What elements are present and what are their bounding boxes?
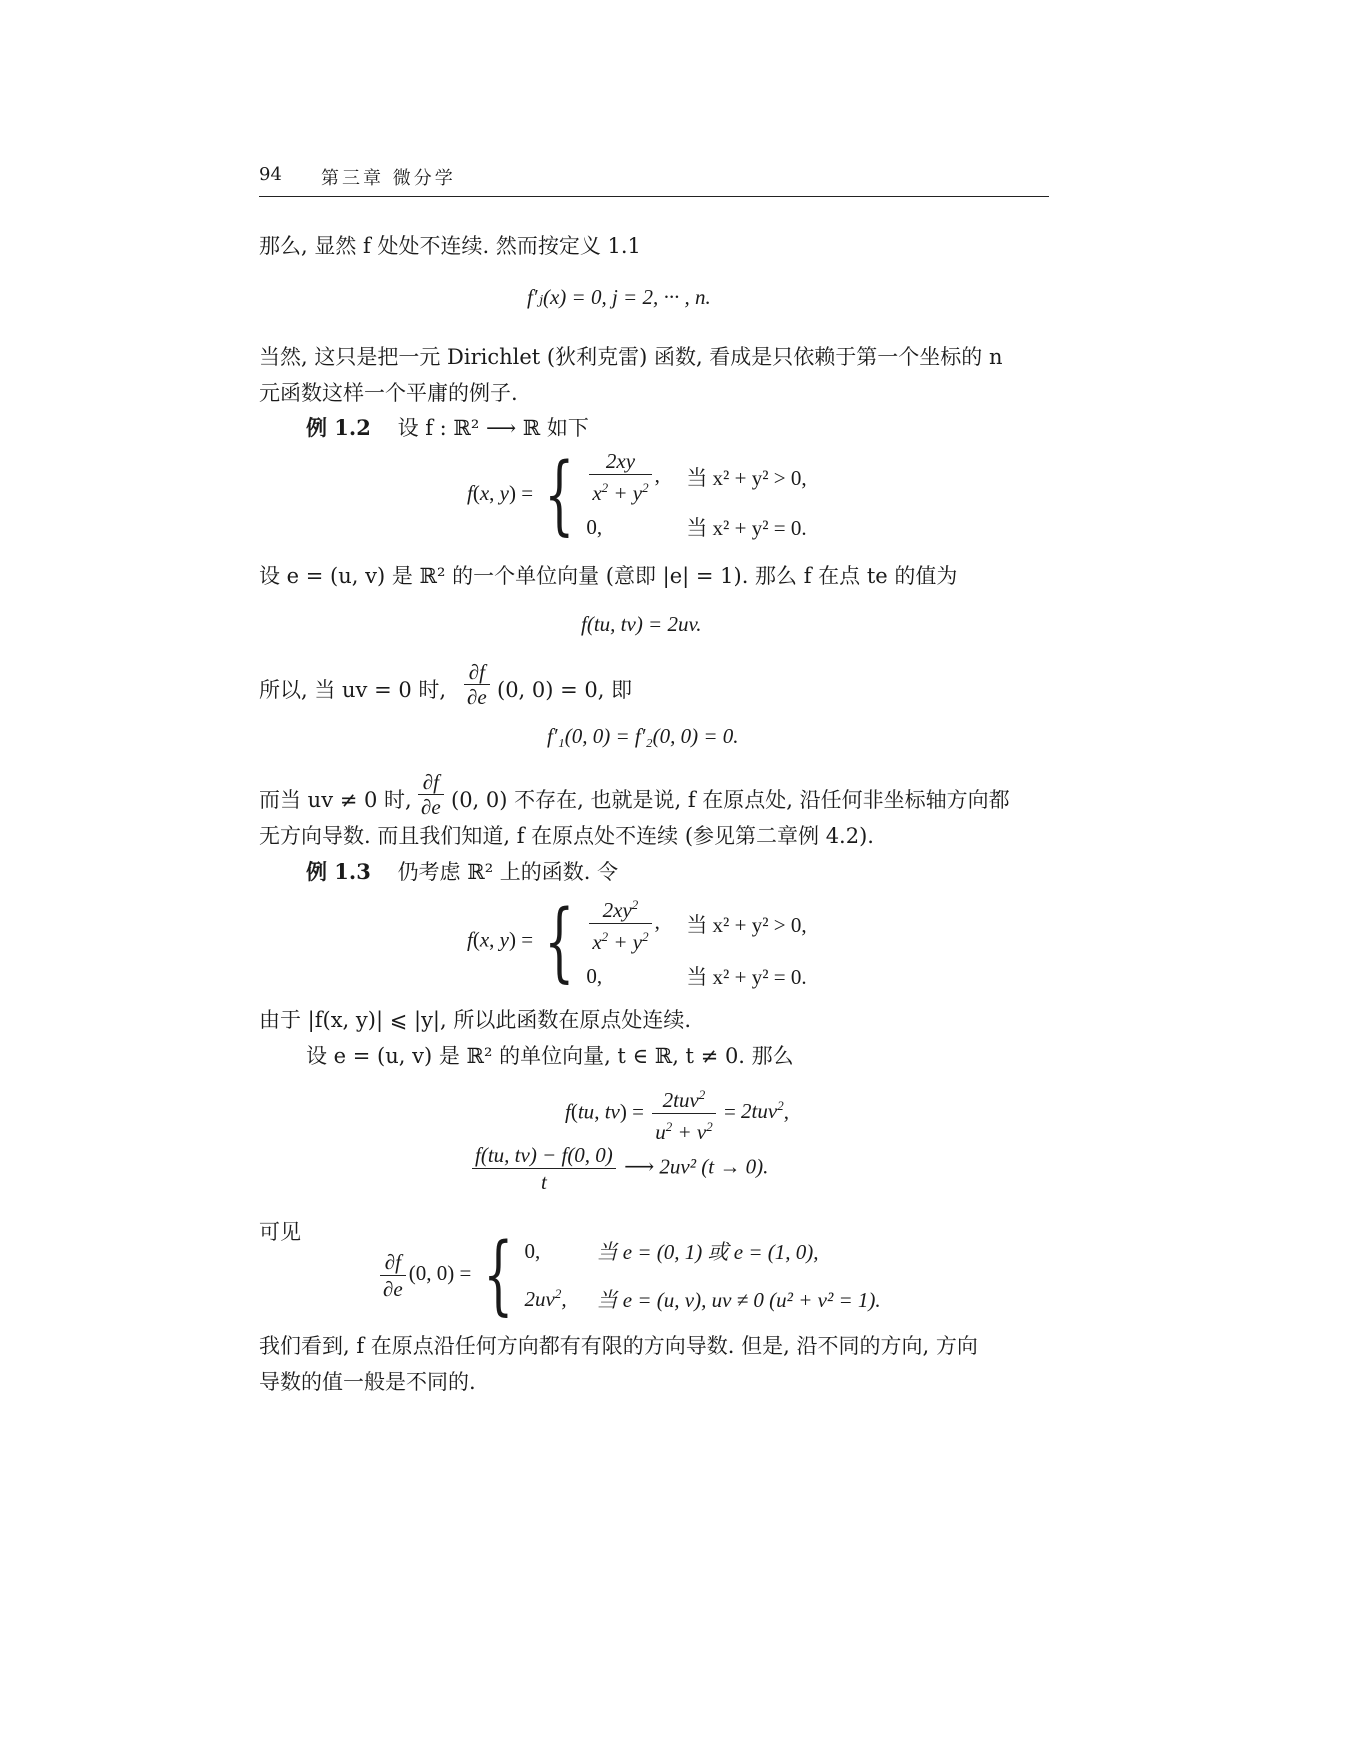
piecewise-equation-3: $\frac{\partial f}{\partial e}$ (0, 0) = { 0, 当 e = (0, 1) 或 e = (1, 0), $2uv^2$, 当 e = (u, v), uv ≠ 0 (u² + v² = 1).	[377, 1232, 881, 1318]
piecewise-equation-1: f(x, y) = { $\frac{2xy}{x^2 + y^2}$ , 当 x² + y² > 0, 0, 当 x² + y² = 0.	[467, 445, 807, 545]
case-axis: 当 e = (0, 1) 或 e = (1, 0),	[596, 1240, 819, 1264]
paragraph-5-line2: 无方向导数. 而且我们知道, f 在原点处不连续 (参见第二章例 4.2).	[259, 824, 874, 848]
case-zero: 当 x² + y² = 0.	[686, 516, 807, 540]
example-text: 仍考虑 ℝ² 上的函数. 令	[397, 860, 619, 884]
example-label: 例 1.2	[306, 415, 371, 440]
paragraph-6: 由于 |f(x, y)| ⩽ |y|, 所以此函数在原点处连续.	[259, 1008, 692, 1032]
paragraph-7: 设 e = (u, v) 是 ℝ² 的单位向量, t ∈ ℝ, t ≠ 0. 那么	[306, 1044, 794, 1068]
page	[259, 0, 1049, 1760]
example-1-2	[259, 410, 1096, 446]
case-general: 当 e = (u, v), uv ≠ 0 (u² + v² = 1).	[596, 1288, 881, 1312]
equation-ftu-fraction: f(tu, tv) = 2tuv$^2$ $u^2 + v^2$ = 2tuv$^2$,	[565, 1082, 789, 1145]
paragraph-2-line2: 元函数这样一个平庸的例子.	[259, 381, 518, 405]
paragraph-9-line1: 我们看到, f 在原点沿任何方向都有有限的方向导数. 但是, 沿不同的方向, 方向	[259, 1334, 978, 1358]
paragraph-1: 那么, 显然 f 处处不连续. 然而按定义 1.1	[259, 234, 641, 258]
equation-partials: f′₁(0, 0) = f′₂(0, 0) = 0.	[547, 724, 739, 748]
example-1-3	[259, 854, 1096, 890]
case-positive: 当 x² + y² > 0,	[686, 912, 807, 937]
case-zero: 当 x² + y² = 0.	[686, 965, 807, 989]
paragraph-3: 设 e = (u, v) 是 ℝ² 的一个单位向量 (意即 |e| = 1). 那么 f 在点 te 的值为	[259, 564, 958, 588]
equation-fj: f′ⱼ(x) = 0, j = 2, ··· , n.	[527, 285, 711, 309]
chapter-title: 第三章 微分学	[321, 168, 456, 189]
example-text: 设 f : ℝ² ⟶ ℝ 如下	[397, 416, 589, 440]
equation-ftu: f(tu, tv) = 2uv.	[581, 612, 702, 636]
equation-difference-quotient: $\frac{f(tu, tv) - f(0, 0)}{t}$ ⟶ 2uv² (t → 0).	[469, 1142, 768, 1195]
case-positive: 当 x² + y² > 0,	[686, 466, 807, 490]
paragraph-8: 可见	[259, 1220, 301, 1244]
paragraph-4: 所以, 当 uv = 0 时, ∂f ∂e (0, 0) = 0, 即	[259, 660, 633, 709]
paragraph-5: 而当 uv ≠ 0 时, ∂f ∂e (0, 0) 不存在, 也就是说, f 在原点处, 沿任何非坐标轴方向都	[259, 770, 1010, 819]
paragraph-2-line1: 当然, 这只是把一元 Dirichlet (狄利克雷) 函数, 看成是只依赖于第一个坐标的 n	[259, 345, 1003, 369]
piecewise-equation-2: f(x, y) = { $\frac{2xy^2}{x^2 + y^2}$ , 当 x² + y² > 0, 0, 当 x² + y² = 0.	[467, 891, 807, 992]
paragraph-9-line2: 导数的值一般是不同的.	[259, 1370, 476, 1394]
example-label: 例 1.3	[306, 859, 371, 884]
page-number: 94	[259, 164, 282, 185]
running-header	[259, 162, 1049, 197]
